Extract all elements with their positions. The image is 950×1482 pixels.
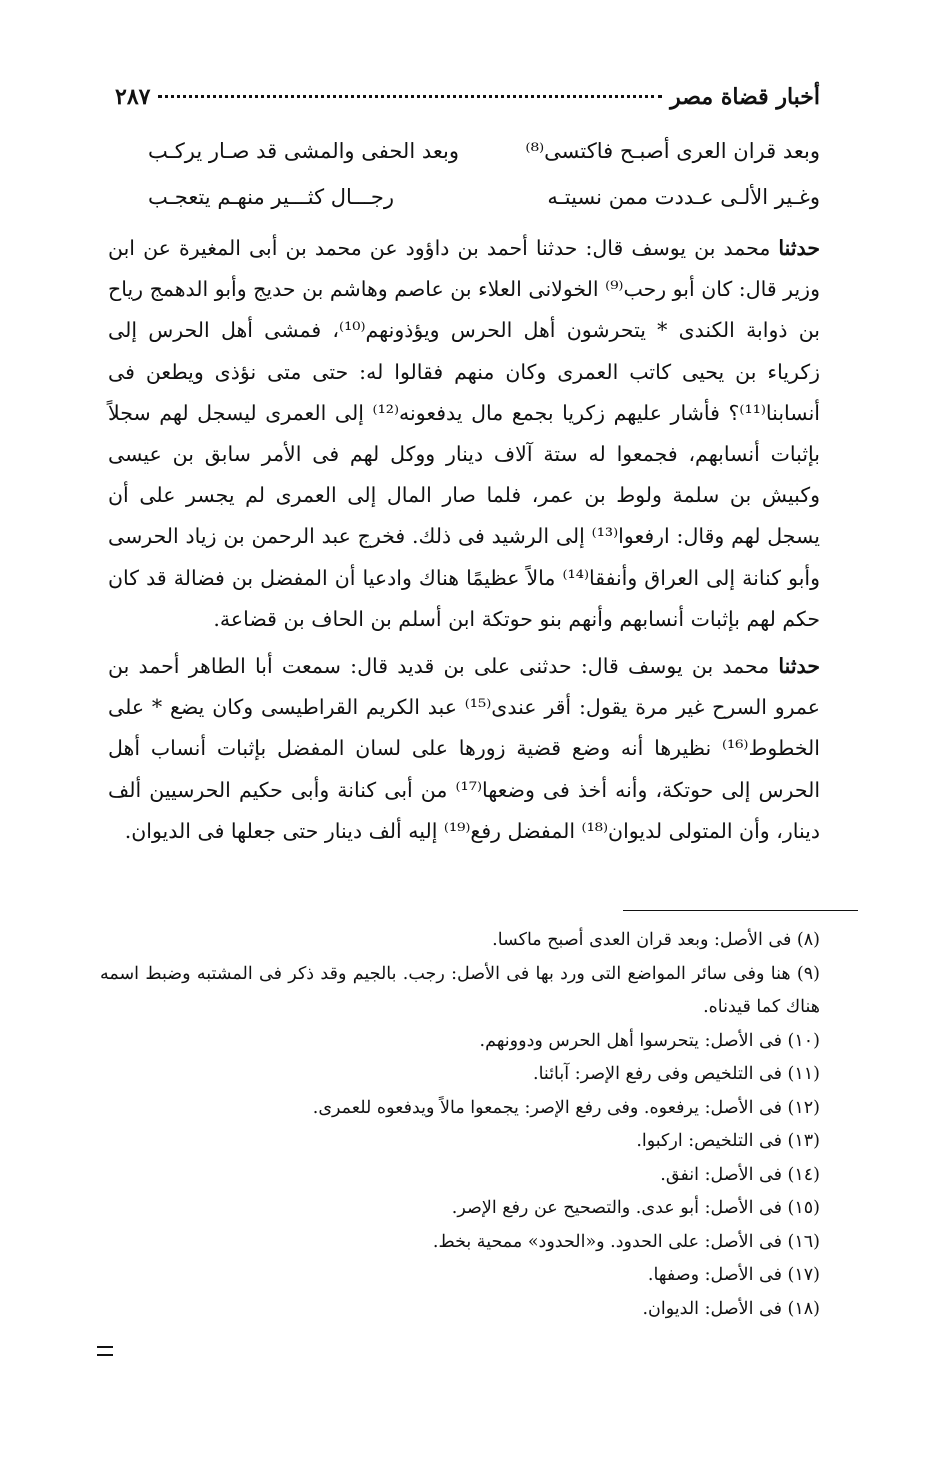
- verse-first-hemistich: وبعد قران العرى أصبـح فاكتسى⁽⁸⁾: [525, 139, 820, 163]
- footnote: (٩) هنا وفى سائر المواضع التى ورد بها فى الأصل: رجب. بالجيم وقد ذكر فى المشتبه وضبط اسمه هناك كما قيدناه.: [100, 963, 820, 1017]
- footnote-separator: [623, 910, 858, 911]
- footnote: (١٤) فى الأصل: انفق.: [660, 1164, 820, 1185]
- verse-second-hemistich: وبعد الحفى والمشى قد صـار يركـب: [148, 139, 459, 163]
- verse-second-hemistich: رجـــال كثـــير منهـم يتعجـب: [148, 185, 395, 209]
- running-header: [115, 84, 820, 118]
- header-dot-leader: [158, 95, 662, 98]
- footnotes: [100, 924, 820, 1326]
- footnote: (١٧) فى الأصل: وصفها.: [647, 1265, 820, 1285]
- footnote: (١٢) فى الأصل: يرفعوه. وفى رفع الإصر: يجمعوا مالاً ويدفعوه للعمرى.: [312, 1097, 820, 1118]
- footnote: (١٨) فى الأصل: الديوان.: [642, 1298, 820, 1319]
- paragraph-lead-word: حدثنا: [778, 236, 820, 260]
- paragraph: [108, 228, 820, 640]
- footnote: (٨) فى الأصل: وبعد قران العدى أصبح ماكسا.: [492, 930, 820, 950]
- verse-line: [148, 128, 820, 174]
- footnote: (١١) فى التلخيص وفى رفع الإصر: آبائنا.: [533, 1064, 820, 1084]
- main-text: [108, 228, 820, 858]
- footnote: (١٠) فى الأصل: يتحرسوا أهل الحرس ودوونهم.: [479, 1030, 820, 1051]
- paragraph-lead-word: حدثنا: [778, 654, 820, 679]
- footnote: (١٦) فى الأصل: على الحدود. و«الحدود» ممحية بخط.: [432, 1231, 820, 1252]
- footnote: (١٥) فى الأصل: أبو عدى. والتصحيح عن رفع الإصر.: [451, 1198, 820, 1218]
- verse-first-hemistich: وغـير الألـى عـددت ممن نسيتـه: [547, 185, 820, 209]
- paragraph-text: محمد بن يوسف قال: حدثنى على بن قديد قال: سمعت أبا الطاهر أحمد بن عمرو السرح غير مرة يقول: أقر عندى⁽¹⁵⁾ عبد الكريم القراطيسى وكان يضع * على الخطوط⁽¹⁶⁾ نظيرها أنه وضع قضية زورها على لسان المفضل بإثبات أنساب أهل الحرس إلى حوتكة، وأنه أخذ فى وضعها⁽¹⁷⁾ من أبى كنانة وأبى حكيم الحرسيين ألف دينار، وأن المتولى لديوان⁽¹⁸⁾ المفضل رفع⁽¹⁹⁾ إليه ألف دينار حتى جعلها فى الديوان.: [108, 654, 821, 843]
- paragraph-text: محمد بن يوسف قال: حدثنا أحمد بن داؤود عن محمد بن أبى المغيرة عن ابن وزير قال: كان أبو رحب⁽⁹⁾ الخولانى العلاء بن عاصم وهاشم بن حديج وأبو الدهمج رياح بن ذوابة الكندى * يتحرشون أهل الحرس ويؤذونهم⁽¹⁰⁾، فمشى أهل الحرس إلى زكرياء بن يحيى كاتب العمرى وكان منهم فقالوا له: حتى متى نؤذى ويطعن فى أنسابنا⁽¹¹⁾؟ فأشار عليهم زكريا بجمع مال يدفعونه⁽¹²⁾ إلى العمرى ليسجل لهم سجلاً بإثبات أنسابهم، فجمعوا له ستة آلاف دينار ووكل لهم فى الأمر سابق بن عيسى وكبيش بن سلمة ولوط بن عمر، فلما صار المال إلى العمرى لم يجسر على أن يسجل لهم وقال: ارفعوا⁽¹³⁾ إلى الرشيد فى ذلك. فخرج عبد الرحمن بن زياد الحرسى وأبو كنانة إلى العراق وأنفقا⁽¹⁴⁾ مالاً عظيمًا هناك وادعيا أن المفضل بن فضالة قد كان حكم لهم بإثبات أنسابهم وأنهم بنو حوتكة ابن أسلم بن الحاف بن قضاعة.: [108, 236, 820, 631]
- footnote: (١٣) فى التلخيص: اركبوا.: [636, 1131, 820, 1151]
- poetry-verses: [148, 128, 820, 220]
- page-number: ٢٨٧: [115, 84, 151, 110]
- paragraph: [108, 646, 820, 852]
- verse-line: [148, 174, 820, 220]
- equals-mark: [97, 1346, 113, 1356]
- book-title: أخبار قضاة مصر: [670, 84, 820, 110]
